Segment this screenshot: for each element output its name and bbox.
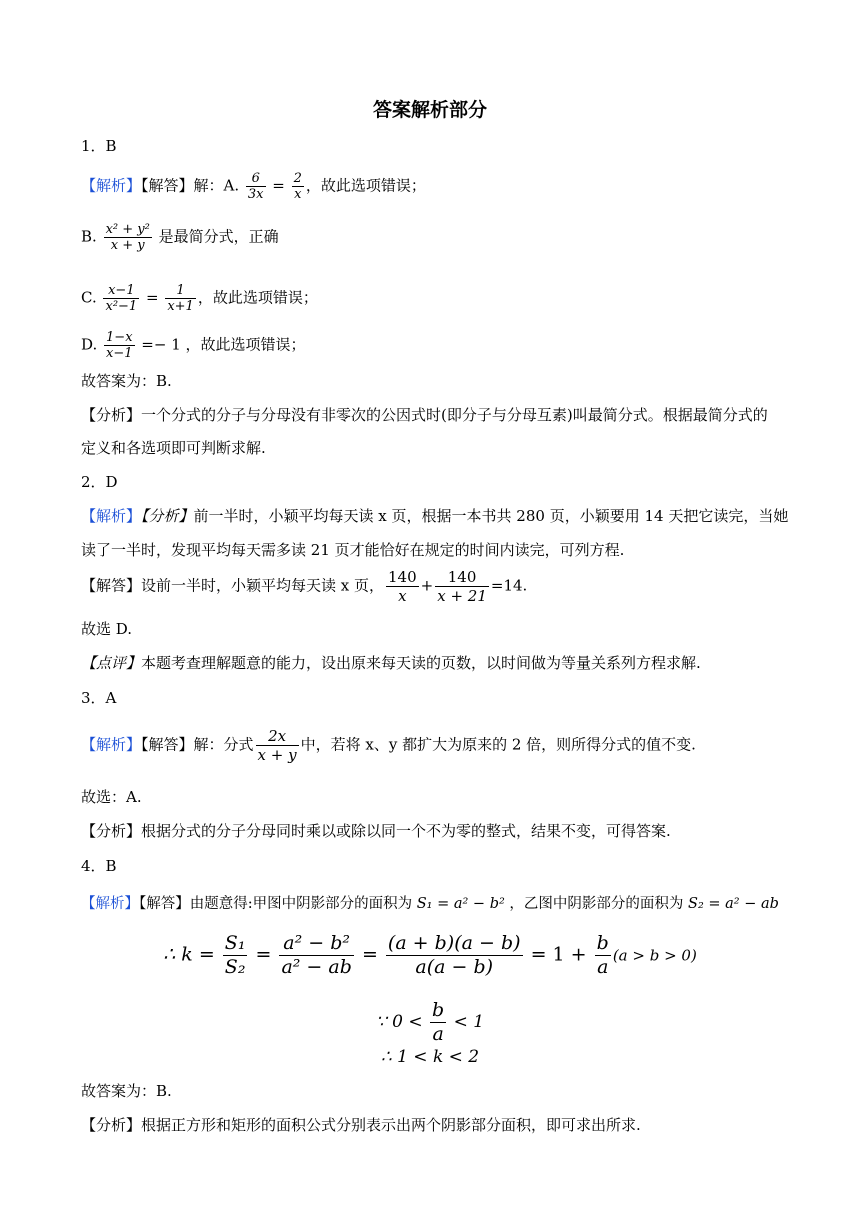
- q1-a-frac2-num: 2: [293, 171, 302, 186]
- q4-line1-b: ，乙图中阴影部分的面积为: [504, 896, 689, 912]
- dianping-tag: 【点评】: [81, 654, 142, 672]
- q4-cond: (a > b > 0): [612, 946, 697, 965]
- q2-frac2-den: x + 21: [437, 587, 487, 605]
- q1-option-b: [81, 222, 279, 253]
- q1-a-eq: =: [267, 176, 290, 195]
- q3-solution: [81, 727, 696, 764]
- jiexi-tag: 【解析】: [81, 176, 142, 195]
- q1-b-prefix: B.: [81, 227, 102, 246]
- q2-fenxi1: 前一半时，小颖平均每天读 x 页，根据一本书共 280 页，小颖要用 14 天把它读完，当她: [193, 507, 789, 525]
- q4-f3: [386, 932, 523, 979]
- q4-because-post: < 1: [453, 1012, 485, 1032]
- q2-jieda-text: 设前一半时，小颖平均每天读 x 页，: [141, 576, 385, 595]
- q1-d-frac: [104, 330, 135, 361]
- q2-comment-text: 本题考查理解题意的能力，设出原来每天读的页数，以时间做为等量关系列方程求解.: [141, 654, 701, 672]
- q1-c-prefix: C.: [81, 288, 102, 307]
- q4-because-den: a: [432, 1023, 444, 1045]
- q4-f2-den: a² − ab: [281, 956, 352, 978]
- page-title: 答案解析部分: [372, 99, 487, 121]
- q4-therefore: ∴ k =: [163, 943, 215, 966]
- q4-f2-num: a² − b²: [279, 932, 353, 956]
- q4-f1-num: S₁: [224, 932, 246, 954]
- q4-because-num: b: [432, 999, 445, 1021]
- q1-a-frac2-den: x: [294, 187, 302, 202]
- q4-result: [0, 1047, 860, 1067]
- q1-d-suffix: ，故此选项错误；: [180, 335, 306, 354]
- q1-analysis-line2: 定义和各选项即可判断求解.: [81, 439, 266, 457]
- q1-option-c: [81, 283, 318, 314]
- q2-fenxi-line2: 读了一半时，发现平均每天需多读 21 页才能恰好在规定的时间内读完，可列方程.: [81, 541, 625, 559]
- fenxi-tag-italic: 【分析】: [141, 507, 194, 525]
- q4-because-pre: ∵ 0 <: [375, 1012, 423, 1032]
- jieda-tag: 【解答】: [141, 735, 194, 754]
- q3-analysis-text: 根据分式的分子分母同时乘以或除以同一个不为零的整式，结果不变，可得答案.: [141, 822, 671, 840]
- q2-frac2: [435, 568, 489, 605]
- q4-line1: [81, 894, 779, 914]
- q1-d-prefix: D.: [81, 335, 103, 354]
- q3-frac-den: x + y: [257, 746, 297, 764]
- q4-s2-expr: S₂ = a² − ab: [688, 896, 779, 912]
- q1-c-frac2: [165, 283, 196, 314]
- jieda-tag: 【解答】: [81, 576, 142, 595]
- jiexi-tag: 【解析】: [81, 896, 139, 912]
- q4-f4: [595, 932, 611, 979]
- q1-b-den: x + y: [110, 238, 145, 253]
- q1-c-frac1: [103, 283, 139, 314]
- jiexi-tag: 【解析】: [81, 735, 142, 754]
- q2-frac1-den: x: [398, 587, 407, 605]
- q1-b-num: x² + y²: [105, 222, 150, 237]
- q1-option-d: [81, 330, 306, 361]
- jiexi-tag: 【解析】: [81, 507, 142, 525]
- q2-eq-tail: =14.: [490, 576, 528, 595]
- q2-comment: [81, 653, 701, 673]
- q1-d-frac-den: x−1: [106, 346, 133, 361]
- q4-because-frac: [430, 999, 446, 1046]
- q3-frac-num: 2x: [256, 727, 299, 746]
- q1-a-frac1-num: 6: [246, 171, 266, 187]
- q1-a-frac1-den: 3x: [247, 187, 264, 202]
- q4-conclusion: 故答案为：B.: [81, 1082, 172, 1100]
- q1-analysis-line1: [81, 405, 768, 425]
- q4-f1-den: S₂: [224, 956, 246, 978]
- q1-d-rhs: =− 1: [136, 335, 181, 354]
- q1-a-prefix: 解：A.: [193, 176, 244, 195]
- q4-f1: [223, 932, 248, 979]
- q4-answer: 4．B: [81, 857, 117, 875]
- fenxi-tag: 【分析】: [81, 406, 142, 424]
- q4-eq1: =: [255, 943, 272, 966]
- q4-analysis-text: 根据正方形和矩形的面积公式分别表示出两个阴影部分面积，即可求出所求.: [141, 1116, 641, 1134]
- jieda-tag: 【解答】: [139, 896, 190, 912]
- q3-frac: [256, 727, 299, 764]
- q1-a-frac2: [292, 171, 304, 202]
- q2-fenxi-line1: [81, 506, 788, 526]
- q1-answer: 1．B: [81, 137, 117, 155]
- q4-f4-den: a: [597, 956, 609, 978]
- q4-s1-expr: S₁ = a² − b²: [416, 896, 505, 912]
- q4-one-plus: = 1 +: [530, 943, 587, 966]
- q1-d-frac-num: 1−x: [106, 330, 133, 345]
- fenxi-tag: 【分析】: [81, 1116, 142, 1134]
- q3-answer: 3．A: [81, 689, 117, 707]
- q4-f2: [279, 932, 353, 979]
- q4-because: [0, 999, 860, 1046]
- q3-pre: 解：分式: [193, 735, 254, 754]
- q3-analysis: [81, 821, 671, 841]
- q2-frac1: [386, 568, 419, 605]
- q4-result-text: ∴ 1 < k < 2: [380, 1047, 480, 1067]
- q3-conclusion: 故选：A.: [81, 788, 142, 806]
- q1-c-suffix: ，故此选项错误；: [197, 288, 318, 307]
- q4-f3-num: (a + b)(a − b): [387, 932, 521, 954]
- q1-c-frac1-num: x−1: [103, 283, 139, 299]
- q2-conclusion: 故选 D.: [81, 620, 133, 638]
- q1-analysis1: 一个分式的分子与分母没有非零次的公因式时(即分子与分母互素)叫最简分式。根据最简分式的: [141, 406, 768, 424]
- q1-c-frac1-den: x²−1: [105, 299, 138, 314]
- q4-analysis: [81, 1115, 641, 1135]
- q4-eq2: =: [361, 943, 378, 966]
- q4-f3-den: a(a − b): [415, 956, 494, 978]
- q2-equation: [81, 568, 527, 605]
- q1-b-frac: [104, 222, 152, 253]
- q1-a-suffix: ，故此选项错误；: [305, 176, 426, 195]
- q2-answer: 2．D: [81, 473, 118, 491]
- q2-plus: +: [420, 576, 434, 595]
- q4-k-equation: [0, 932, 860, 979]
- q1-b-suffix: 是最简分式，正确: [153, 227, 279, 246]
- q4-f4-num: b: [596, 932, 609, 954]
- q1-conclusion: 故答案为：B.: [81, 372, 172, 390]
- q1-c-frac2-den: x+1: [167, 299, 194, 314]
- q2-frac1-num: 140: [388, 568, 417, 586]
- q1-c-eq: =: [141, 288, 164, 307]
- q1-c-frac2-num: 1: [165, 283, 196, 299]
- fenxi-tag: 【分析】: [81, 822, 142, 840]
- q1-a-frac1: [246, 171, 266, 202]
- q4-line1-a: 由题意得:甲图中阴影部分的面积为: [189, 896, 417, 912]
- q3-post: 中，若将 x、y 都扩大为原来的 2 倍，则所得分式的值不变.: [300, 735, 696, 754]
- q2-frac2-num: 140: [435, 568, 489, 587]
- q1-option-a: [81, 171, 426, 202]
- jieda-tag: 【解答】: [141, 176, 194, 195]
